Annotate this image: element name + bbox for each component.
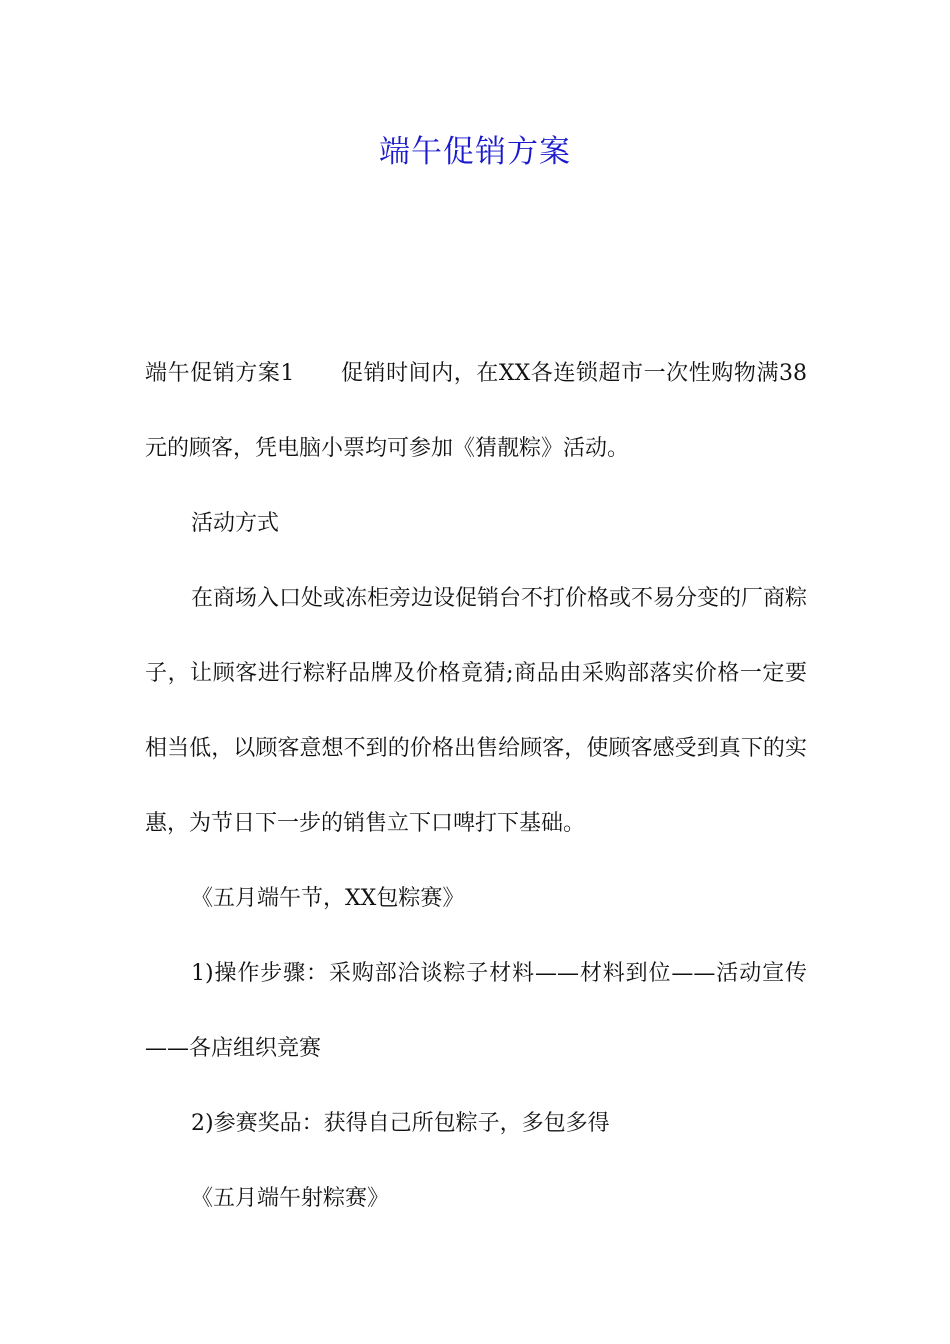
section-heading: 端午促销方案1 xyxy=(145,361,295,386)
paragraph-text: 促销时间内，在XX各连锁超市一次性购物满38元的顾客，凭电脑小票均可参加《猜靓粽》活动。 xyxy=(145,361,807,461)
paragraph-intro xyxy=(145,336,807,486)
paragraph-shooting-contest-title: 《五月端午射粽赛》 xyxy=(191,1186,390,1211)
paragraph-prizes: 2)参赛奖品：获得自己所包粽子，多包多得 xyxy=(191,1111,610,1136)
paragraph-zongzi-contest-title: 《五月端午节，XX包粽赛》 xyxy=(191,886,465,911)
paragraph-activity-detail: 在商场入口处或冻柜旁边设促销台不打价格或不易分变的厂商粽子，让顾客进行粽籽品牌及价格竟猜;商品由采购部落实价格一定要相当低，以顾客意想不到的价格出售给顾客，使顾客感受到真下的实惠，为节日下一步的销售立下口啤打下基础。 xyxy=(145,586,808,836)
document-title: 端午促销方案 xyxy=(379,134,571,170)
paragraph-activity-method: 活动方式 xyxy=(191,511,280,536)
paragraph-steps: 1)操作步骤：采购部洽谈粽子材料——材料到位——活动宣传——各店组织竞赛 xyxy=(145,961,807,1061)
document-body xyxy=(145,336,807,1236)
